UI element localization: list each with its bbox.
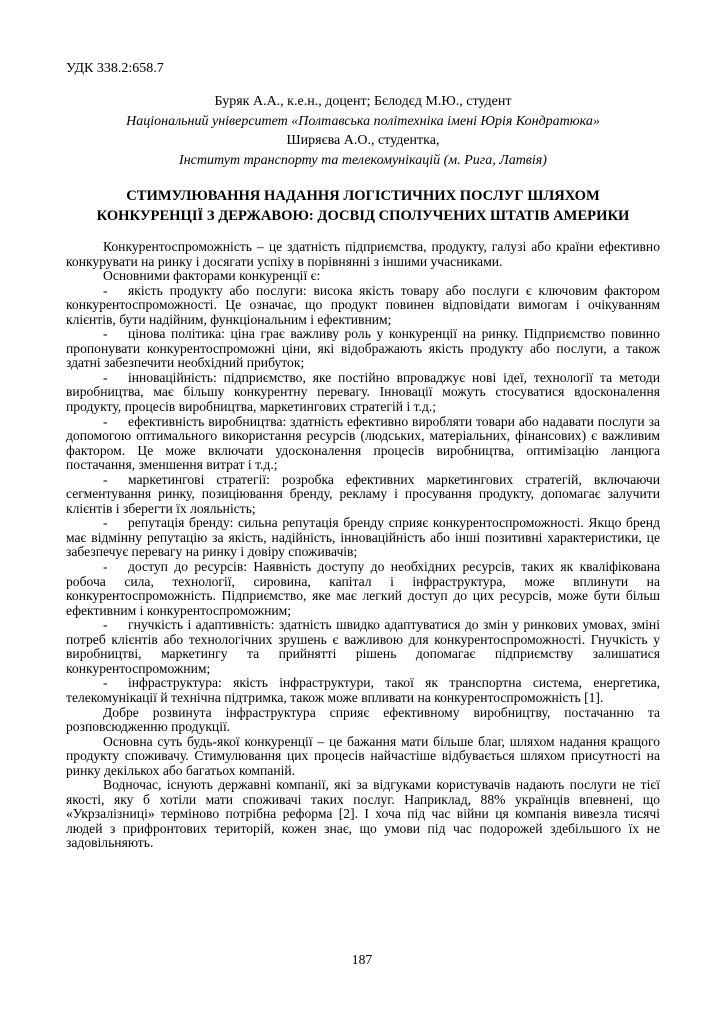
- paragraph-text: Водночас, існують державні компанії, які за відгуками користувачів надають послуги не тієї якості, яку б хотіли мати споживачі таких послуг. Наприклад, 88% українців впевнені, що «Укрзалізниці» терміново потрібна реформа [2]. І хоча під час війни ця компанія вивезла тисячі людей з прифронтових територій, кожен знає, що умови під час подорожей здебільшого їх не задовільняють.: [66, 777, 660, 851]
- paragraph-text: Конкурентоспроможність – це здатність підприємства, продукту, галузі або країни ефективно конкурувати на ринку і досягати успіху в порівнянні з іншими учасниками.: [66, 239, 660, 269]
- paragraph: [66, 269, 660, 284]
- paragraph-text: доступ до ресурсів: Наявність доступу до необхідних ресурсів, таких як кваліфікована робоча сила, технології, сировина, капітал і інфраструктура, може вплинути на конкурентоспроможність. Підприємство, яке має легкий доступ до цих ресурсів, може бути більш ефективним і конкурентоспроможним;: [66, 559, 660, 618]
- list-dash: -: [103, 471, 108, 487]
- paragraph-text: інфраструктура: якість інфраструктури, такої як транспортна система, енергетика, телекомунікації й технічна підтримка, також може впливати на конкурентоспроможність [1].: [66, 675, 660, 705]
- paragraph-text: Основна суть будь-якої конкуренції – це бажання мати більше благ, шляхом надання кращого продукту споживачу. Стимулювання цих процесів найчастіше відбувається шляхом присутності на ринку декількох або багатьох компаній.: [66, 733, 660, 778]
- author-line: Буряк А.А., к.е.н., доцент; Бєлодєд М.Ю., студент: [214, 94, 512, 109]
- list-dash: -: [103, 675, 108, 691]
- list-dash: -: [103, 617, 108, 633]
- article-body: [66, 240, 660, 851]
- paragraph-text: інноваційність: підприємство, яке постійно впроваджує нові ідеї, технології та методи виробництва, має більшу конкурентну перевагу. Інновації можуть стосуватися вдосконалення продукту, процесів виробництва, маркетингових стратегій і т.д.;: [66, 369, 660, 415]
- paragraph: [66, 778, 660, 851]
- paragraph-text: Добре розвинута інфраструктура сприяє ефективному виробництву, постачанню та розповсюдженню продукції.: [66, 704, 660, 735]
- list-dash: -: [103, 413, 108, 429]
- page-number: 187: [351, 952, 373, 967]
- list-dash: -: [103, 369, 108, 385]
- list-item-paragraph: [66, 676, 660, 705]
- paragraph-text: якість продукту або послуги: висока якість товару або послуги є ключовим фактором конкурентоспроможності. Це означає, що продукт повинен відповідати вимогам і очікуванням клієнтів, бути надійним, функціональним і ефективним;: [66, 282, 660, 327]
- list-dash: -: [103, 515, 108, 531]
- paragraph: [66, 706, 660, 735]
- list-item-paragraph: [66, 415, 660, 473]
- author-line: Ширяєва А.О., студентка,: [286, 133, 440, 148]
- article-title-line: КОНКУРЕНЦІЇ З ДЕРЖАВОЮ: ДОСВІД СПОЛУЧЕНИХ ШТАТІВ АМЕРИКИ: [96, 208, 630, 224]
- udc-code: УДК 338.2:658.7: [66, 61, 164, 76]
- list-item-paragraph: [66, 327, 660, 371]
- paragraph: [66, 735, 660, 779]
- paragraph-text: маркетингові стратегії: розробка ефективних маркетингових стратегій, включаючи сегментування ринку, позиціювання бренду, рекламу і просування продукту, допомагає залучити клієнтів і зберегти їх лояльність;: [66, 471, 660, 516]
- list-dash: -: [103, 559, 108, 575]
- paragraph-text: репутація бренду: сильна репутація бренду сприяє конкурентоспроможності. Якщо бренд має відмінну репутацію за якість, надійність, інноваційність або інші позитивні характеристики, це забезпечує перевагу на ринку і довіру споживачів;: [66, 515, 660, 560]
- affiliation-line: Національний університет «Полтавська політехніка імені Юрія Кондратюка»: [126, 113, 600, 129]
- article-title-line: СТИМУЛЮВАННЯ НАДАННЯ ЛОГІСТИЧНИХ ПОСЛУГ ШЛЯХОМ: [126, 188, 600, 204]
- list-item-paragraph: [66, 284, 660, 328]
- authors-block: [66, 92, 660, 170]
- paragraph-text: гнучкість і адаптивність: здатність швидко адаптуватися до змін у ринкових умовах, зміні потреб клієнтів або технологічних зрушень є важливою для конкурентоспроможності. Гнучкість у виробництві, маркетингу та прийнятті рішень допомагає підприємству залишатися конкурентоспроможним;: [66, 617, 660, 676]
- list-item-paragraph: [66, 560, 660, 618]
- list-item-paragraph: [66, 371, 660, 415]
- list-item-paragraph: [66, 473, 660, 517]
- paragraph-text: ефективність виробництва: здатність ефективно виробляти товари або надавати послуги за допомогою оптимального використання ресурсів (людських, матеріальних, фінансових) є важливим фактором. Це може включати удосконалення процесів виробництва, оптимізацію ланцюга постачання, зменшення витрат і т.д.;: [66, 413, 660, 473]
- paragraph: [66, 240, 660, 269]
- list-dash: -: [103, 326, 108, 342]
- article-title: [66, 186, 660, 226]
- list-item-paragraph: [66, 516, 660, 560]
- affiliation-line: Інститут транспорту та телекомунікацій (м. Рига, Латвія): [179, 152, 547, 168]
- list-item-paragraph: [66, 618, 660, 676]
- paragraph-text: Основними факторами конкуренції є:: [103, 268, 321, 284]
- list-dash: -: [103, 282, 108, 298]
- paragraph-text: цінова політика: ціна грає важливу роль у конкуренції на ринку. Підприємство повинно пропонувати конкурентоспроможні ціни, які відображають якість продукту або послуги, а також здатні забезпечити необхідний прибуток;: [66, 326, 660, 371]
